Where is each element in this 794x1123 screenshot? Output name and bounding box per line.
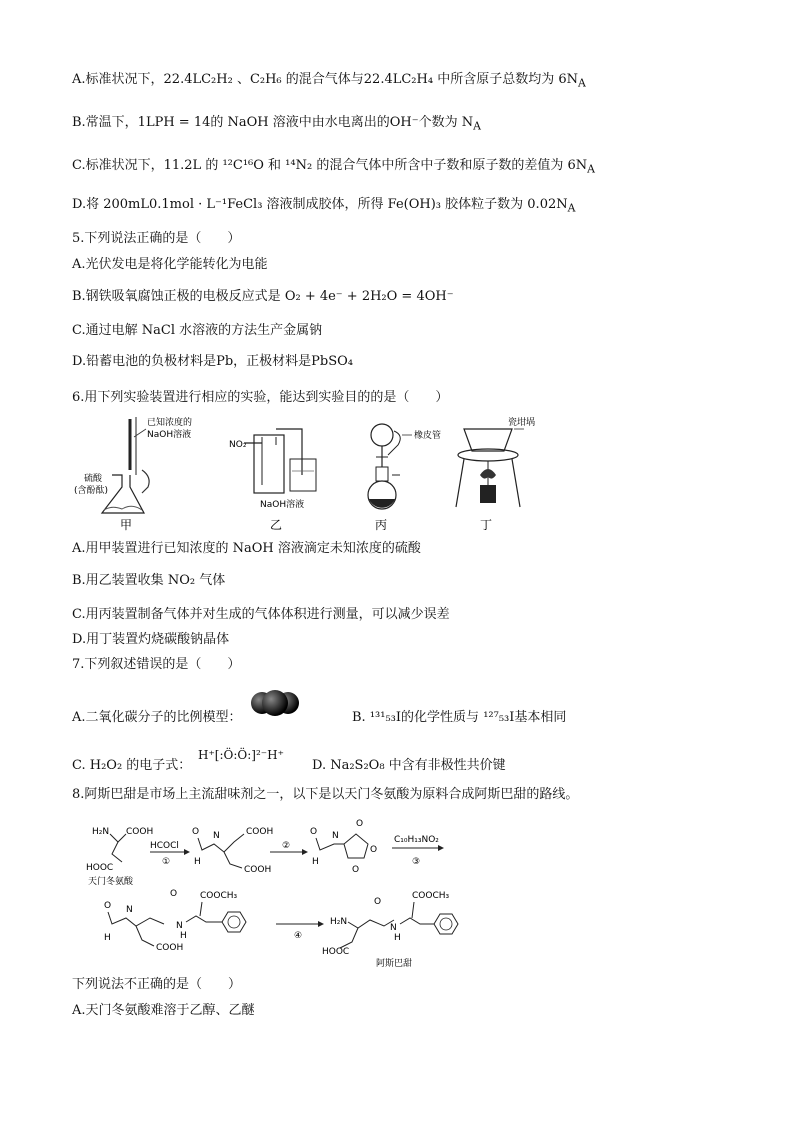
q5-option-d: D.铅蓄电池的负极材料是Pb，正极材料是PbSO₄	[72, 354, 354, 369]
jia-label-3: 硫酸	[84, 474, 103, 484]
step4-num: ④	[294, 931, 303, 941]
q6-option-c: C.用丙装置制备气体并对生成的气体体积进行测量，可以减少误差	[72, 607, 450, 622]
p-name: 阿斯巴甜	[376, 959, 413, 969]
q6-option-a: A.用甲装置进行已知浓度的 NaOH 溶液滴定未知浓度的硫酸	[72, 541, 421, 556]
q8-sub-stem: 下列说法不正确的是（ ）	[72, 977, 242, 992]
int1-nh: N	[213, 831, 220, 841]
p-nh2: H₂N	[330, 917, 348, 927]
q4-option-d	[72, 196, 575, 218]
p-nh: H	[394, 933, 401, 943]
p-cooch3: COOCH₃	[412, 891, 450, 901]
q6-option-b: B.用乙装置收集 NO₂ 气体	[72, 573, 226, 588]
q4-option-a-text: A.标准状况下，22.4LC₂H₂ 、C₂H₆ 的混合气体与22.4LC₂H₄ 中所含原子总数均为 6N	[72, 72, 578, 87]
q8-stem: 8.阿斯巴甜是市场上主流甜味剂之一，以下是以天门冬氨酸为原料合成阿斯巴甜的路线。	[72, 787, 579, 802]
q4-option-b-sub: A	[473, 119, 481, 133]
apparatus-jia	[74, 416, 192, 532]
q7-option-a: A.二氧化碳分子的比例模型：	[72, 710, 242, 725]
q4-option-d-sub: A	[567, 201, 576, 215]
q7-b-mid: 的化学性质与	[401, 710, 480, 725]
yi-label-1: NO₂	[229, 440, 247, 450]
q6-stem: 6.用下列实验装置进行相应的实验，能达到实验目的的是（ ）	[72, 390, 449, 405]
bing-label: 橡皮管	[414, 431, 442, 441]
intermediate-3	[104, 889, 246, 953]
q4-option-d-text: D.将 200mL0.1mol · L⁻¹FeCl₃ 溶液制成胶体，所得 Fe(OH)₃ 胶体粒子数为 0.02N	[72, 197, 568, 212]
step3-num: ③	[412, 857, 421, 867]
int2-n: N	[332, 831, 339, 841]
apparatus-bing	[368, 424, 441, 532]
apparatus-yi	[229, 429, 316, 532]
q5-stem: 5.下列说法正确的是（ ）	[72, 231, 241, 246]
caption-yi: 乙	[270, 518, 283, 532]
int3-h: H	[104, 933, 111, 943]
step1-num: ①	[162, 857, 171, 867]
p-n: N	[390, 923, 397, 933]
intermediate-2	[310, 819, 377, 875]
q7-option-d: D. Na₂S₂O₈ 中含有非极性共价键	[312, 758, 506, 773]
aspartic-acid-structure	[86, 827, 153, 887]
step-2-arrow	[270, 841, 308, 855]
int2-o: O	[310, 827, 318, 837]
intermediate-1	[192, 827, 273, 875]
int2-o-top: O	[356, 819, 364, 829]
int1-cooh-2: COOH	[244, 865, 272, 875]
q5-option-b: B.钢铁吸氧腐蚀正极的电极反应式是 O₂ + 4e⁻ + 2H₂O = 4OH⁻	[72, 289, 454, 304]
p-o: O	[374, 897, 382, 907]
q4-option-c-sub: A	[587, 162, 595, 176]
q7-b-prefix: B.	[352, 710, 366, 725]
caption-bing: 丙	[375, 518, 388, 532]
q7-c-text: C. H₂O₂ 的电子式：	[72, 758, 192, 773]
jia-label-2: NaOH溶液	[147, 430, 192, 440]
int2-o-bottom: O	[352, 865, 360, 875]
q4-option-b-text: B.常温下，1LPH = 14的 NaOH 溶液中由水电离出的OH⁻个数为 N	[72, 115, 474, 130]
apparatus-ding	[456, 416, 535, 532]
q8-option-a: A.天门冬氨酸难溶于乙醇、乙醚	[72, 1003, 255, 1018]
step-1-arrow	[150, 841, 190, 867]
r1-nh2: H₂N	[92, 827, 110, 837]
jia-label-4: (含酚酞)	[74, 486, 109, 496]
q7-b-isotope-2: ¹²⁷₅₃I	[483, 710, 515, 725]
q7-b-isotope-1: ¹³¹₅₃I	[369, 710, 402, 725]
jia-label-1: 已知浓度的	[147, 418, 193, 428]
q7-stem: 7.下列叙述错误的是（ ）	[72, 657, 241, 672]
co2-space-filling-model	[250, 686, 300, 720]
int1-h: H	[194, 857, 201, 867]
step1-reagent: HCOCl	[150, 841, 179, 851]
ding-label: 瓷坩埚	[508, 418, 536, 428]
step-4-arrow	[276, 921, 324, 941]
aspartame-synthesis-scheme	[72, 812, 472, 972]
int3-o2: O	[170, 889, 178, 899]
q4-option-a	[72, 71, 586, 93]
int3-cooh: COOH	[156, 943, 184, 953]
q4-option-c-text: C.标准状况下，11.2L 的 ¹²C¹⁶O 和 ¹⁴N₂ 的混合气体中所含中子数和原子数的差值为 6N	[72, 158, 588, 173]
aspartame-structure	[322, 891, 458, 969]
int3-nh: H	[180, 931, 187, 941]
q5-option-a: A.光伏发电是将化学能转化为电能	[72, 257, 268, 272]
int1-o: O	[192, 827, 200, 837]
q6-option-d: D.用丁装置灼烧碳酸钠晶体	[72, 632, 230, 647]
step3-reagent: C₁₀H₁₃NO₂	[394, 835, 439, 845]
q7-option-b	[352, 709, 566, 727]
q6-apparatus-figure	[72, 415, 536, 532]
p-hooc: HOOC	[322, 947, 350, 957]
r1-name: 天门冬氨酸	[88, 877, 134, 887]
caption-ding: 丁	[480, 518, 493, 532]
q4-option-c	[72, 157, 595, 179]
q4-option-a-sub: A	[577, 76, 586, 90]
q5-option-c: C.通过电解 NaCl 水溶液的方法生产金属钠	[72, 323, 323, 338]
int3-n1: N	[126, 905, 133, 915]
caption-jia: 甲	[120, 518, 133, 532]
step-3-arrow	[392, 835, 444, 867]
int3-cooch3: COOCH₃	[200, 891, 238, 901]
yi-label-2: NaOH溶液	[260, 500, 305, 510]
q7-option-c	[72, 757, 191, 775]
q7-b-suffix: 基本相同	[514, 710, 567, 725]
int3-n2: N	[176, 921, 183, 931]
step2-num: ②	[282, 841, 291, 851]
r1-hooc: HOOC	[86, 863, 114, 873]
q4-option-b	[72, 114, 481, 136]
int3-o: O	[104, 901, 112, 911]
h2o2-electron-formula: H⁺[:Ö:Ö:]²⁻H⁺	[198, 748, 284, 762]
int2-o-ring: O	[370, 845, 378, 855]
int2-h: H	[312, 857, 319, 867]
int1-cooh-1: COOH	[246, 827, 274, 837]
r1-cooh: COOH	[126, 827, 154, 837]
